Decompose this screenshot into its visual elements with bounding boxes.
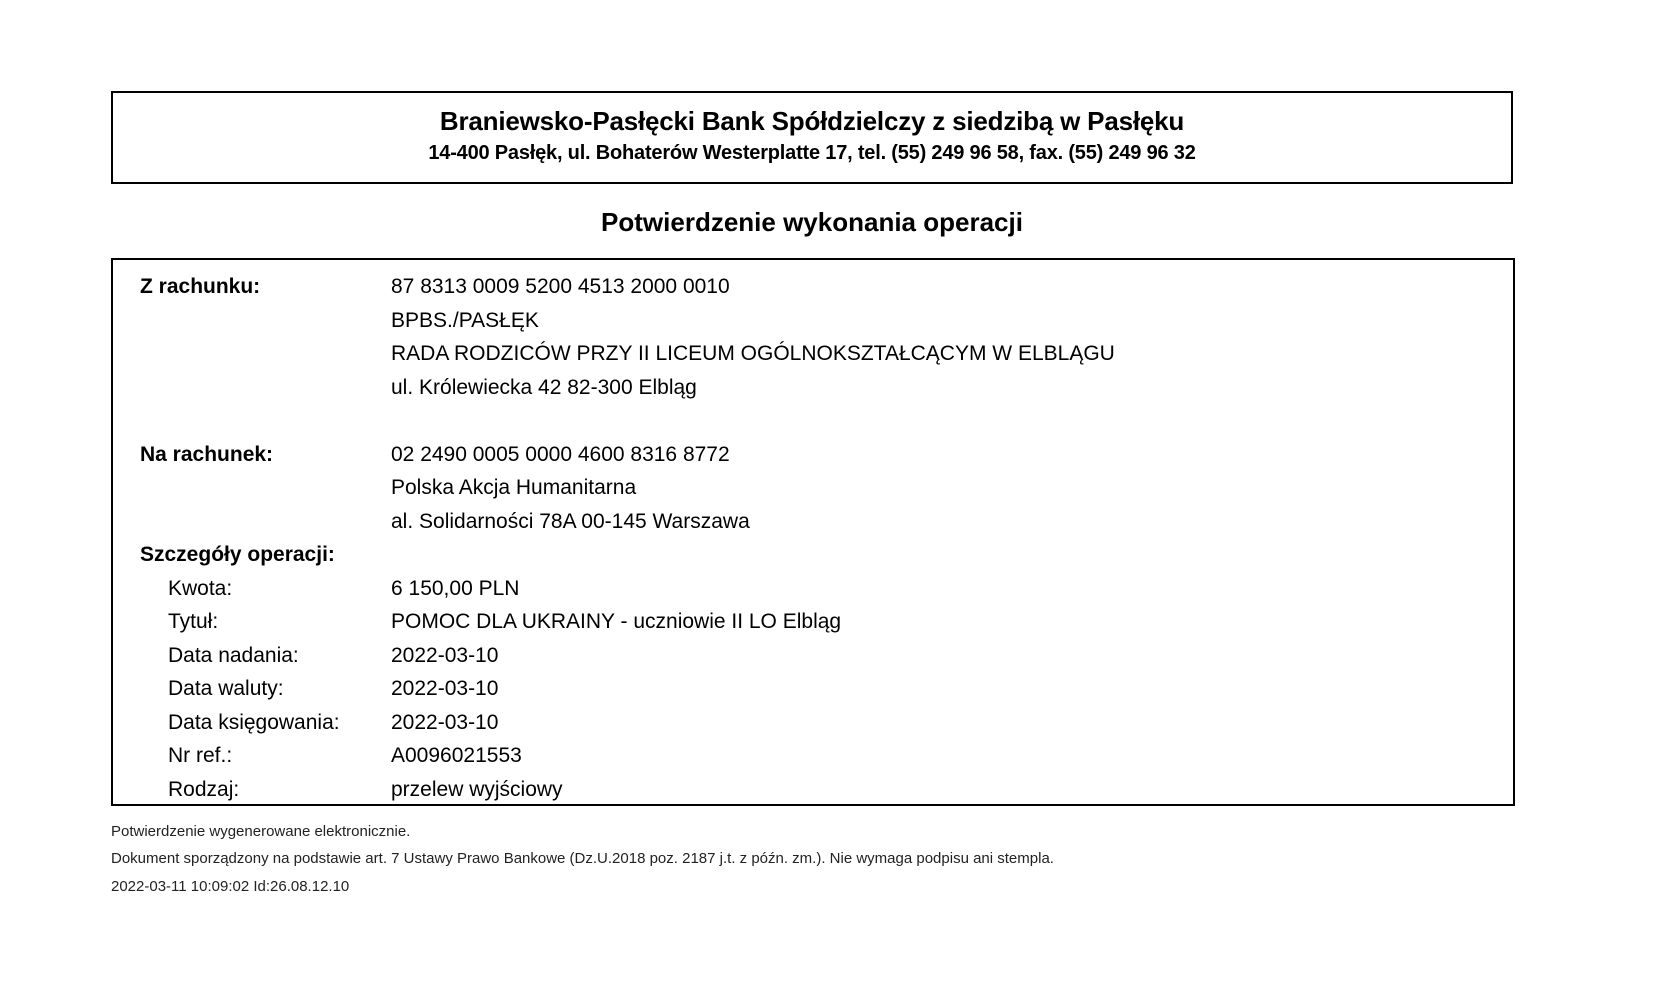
detail-label: Data nadania:	[168, 644, 299, 667]
from-account-owner-row	[113, 339, 1513, 369]
detail-label: Kwota:	[168, 577, 233, 600]
from-account-owner: RADA RODZICÓW PRZY II LICEUM OGÓLNOKSZTAŁCĄCYM W ELBLĄGU	[391, 342, 1115, 365]
detail-row-reference	[113, 741, 1513, 771]
from-account-number: 87 8313 0009 5200 4513 2000 0010	[391, 275, 730, 298]
from-account-label: Z rachunku:	[140, 275, 261, 298]
document-title: Potwierdzenie wykonania operacji	[601, 207, 1023, 237]
from-account-bank-row	[113, 306, 1513, 336]
from-account-address: ul. Królewiecka 42 82-300 Elbląg	[391, 376, 697, 399]
detail-value-send-date: 2022-03-10	[391, 644, 499, 667]
operation-details-box	[111, 258, 1515, 806]
to-account-owner-row	[113, 473, 1513, 503]
bank-header	[111, 91, 1513, 184]
bank-name: Braniewsko-Pasłęcki Bank Spółdzielczy z siedzibą w Pasłęku	[439, 106, 1185, 136]
from-account-address-row	[113, 373, 1513, 403]
detail-value-title: POMOC DLA UKRAINY - uczniowie II LO Elbląg	[391, 610, 842, 633]
detail-label: Data księgowania:	[168, 711, 340, 734]
to-account-label: Na rachunek:	[140, 443, 274, 466]
detail-value-type: przelew wyjściowy	[391, 778, 563, 801]
detail-label: Tytuł:	[168, 610, 219, 633]
detail-label: Rodzaj:	[168, 778, 240, 801]
to-account-row	[113, 440, 1513, 470]
bank-address: 14-400 Pasłęk, ul. Bohaterów Westerplatte 17, tel. (55) 249 96 58, fax. (55) 249 96 32	[428, 142, 1196, 164]
to-account-address-row	[113, 507, 1513, 537]
details-heading-row	[113, 540, 1513, 570]
details-heading: Szczegóły operacji:	[140, 543, 335, 566]
footer-legal-note: Dokument sporządzony na podstawie art. 7 Ustawy Prawo Bankowe (Dz.U.2018 poz. 2187 j.t. z późn. zm.). Nie wymaga podpisu ani stempla.	[111, 850, 1054, 867]
detail-label: Data waluty:	[168, 677, 284, 700]
detail-value-value-date: 2022-03-10	[391, 677, 499, 700]
detail-row-amount	[113, 574, 1513, 604]
detail-label: Nr ref.:	[168, 744, 233, 767]
detail-row-value-date	[113, 674, 1513, 704]
from-account-bank: BPBS./PASŁĘK	[391, 309, 539, 332]
detail-value-amount: 6 150,00 PLN	[391, 577, 520, 600]
detail-row-type	[113, 775, 1513, 805]
to-account-address: al. Solidarności 78A 00-145 Warszawa	[391, 510, 750, 533]
footer-generated-note: Potwierdzenie wygenerowane elektronicznie.	[111, 823, 411, 840]
detail-value-reference: A0096021553	[391, 744, 522, 767]
detail-row-title	[113, 607, 1513, 637]
to-account-number: 02 2490 0005 0000 4600 8316 8772	[391, 443, 730, 466]
detail-row-send-date	[113, 641, 1513, 671]
from-account-row	[113, 272, 1513, 302]
detail-value-booking-date: 2022-03-10	[391, 711, 499, 734]
to-account-owner: Polska Akcja Humanitarna	[391, 476, 637, 499]
footer-timestamp-id: 2022-03-11 10:09:02 Id:26.08.12.10	[111, 878, 350, 895]
detail-row-booking-date	[113, 708, 1513, 738]
